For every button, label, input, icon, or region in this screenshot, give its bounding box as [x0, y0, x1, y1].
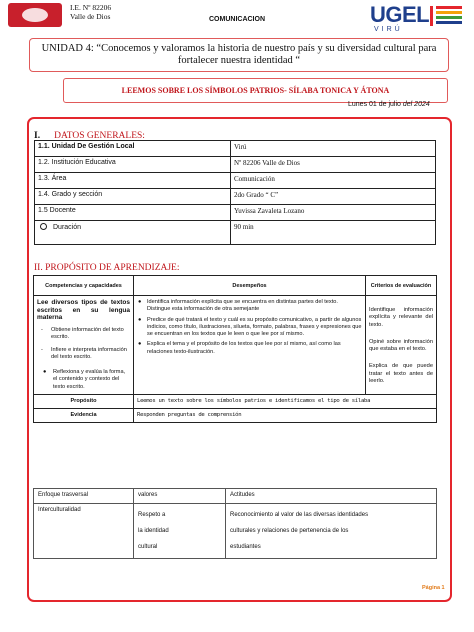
purpose-label: Propósito: [34, 395, 134, 409]
header-enfoque: Enfoque trasversal: [34, 489, 134, 504]
capacity-item: [41, 347, 130, 362]
competencies-cell: [34, 296, 134, 395]
row-value: Yuvissa Zavaleta Lozano: [231, 205, 436, 221]
row-value: Comunicación: [231, 173, 436, 189]
school-name: [70, 3, 111, 21]
header-actitudes: Actitudes: [226, 489, 437, 504]
purpose-table: [33, 275, 437, 423]
item-marker: ●: [43, 368, 47, 375]
capacity-text: Obtiene información del texto escrito.: [51, 326, 124, 340]
header-competencies: Competencias y capacidades: [34, 276, 134, 296]
enfoque-value: Interculturalidad: [34, 504, 134, 559]
item-marker: -: [41, 346, 43, 353]
performance-item: [137, 341, 362, 356]
header-performances: Desempeños: [134, 276, 366, 296]
capacity-text: Reflexiona y evalúa la forma, el contenido y contexto del texto escrito.: [53, 368, 126, 390]
row-value: Virú: [231, 141, 436, 157]
table-row: [35, 141, 436, 157]
performances-cell: [134, 296, 366, 395]
bullet-icon: ●: [138, 341, 142, 348]
ugel-stripe: [436, 6, 462, 9]
evidence-value: Responden preguntas de comprensión: [134, 409, 437, 423]
criterion-text: Explica de que puede tratar el texto antes de leerlo.: [369, 363, 433, 385]
actitudes-cell: [226, 504, 437, 559]
valores-cell: [134, 504, 226, 559]
row-label: 1.5 Docente: [35, 205, 231, 221]
criterion-text: Identifique información explícita y relevante del texto.: [369, 307, 433, 328]
doc-title: COMUNICACION: [209, 16, 265, 23]
row-label: 1.2. Institución Educativa: [35, 157, 231, 173]
item-marker: -: [41, 326, 43, 333]
table-row: [34, 409, 437, 423]
ugel-stripes: [436, 6, 462, 26]
row-label: 1.4. Grado y sección: [35, 189, 231, 205]
header-criteria: Criterios de evaluación: [366, 276, 437, 296]
criterion-text: Opiné sobre información que estaba en el texto.: [369, 338, 433, 353]
table-row: [34, 395, 437, 409]
valores-line: Respeto a: [138, 512, 166, 518]
capacity-text: Infiere e interpreta información del texto escrito.: [51, 346, 127, 360]
table-header-row: [34, 276, 437, 296]
table-row: [35, 189, 436, 205]
unit-title: UNIDAD 4: “Conocemos y valoramos la historia de nuestro país y su diversidad cultural para fortalecer nuestra identidad “: [29, 38, 449, 72]
bullet-icon: ●: [138, 299, 142, 305]
ugel-stripe: [436, 21, 462, 24]
ugel-divider: [430, 6, 433, 26]
ugel-logo-sub: VIRÚ: [374, 26, 403, 33]
actitudes-line: estudiantes: [230, 544, 261, 550]
school-number: I.E. Nº 82206: [70, 3, 112, 12]
header-valores: valores: [134, 489, 226, 504]
row-value: Nº 82206 Valle de Dios: [231, 157, 436, 173]
table-row: [35, 157, 436, 173]
section-number: I.: [34, 131, 41, 141]
date-year: del 2024: [402, 101, 430, 108]
clock-icon: [40, 223, 47, 230]
table-row: [35, 173, 436, 189]
table-row: [34, 296, 437, 395]
ugel-stripe: [436, 16, 462, 19]
performance-item: [137, 299, 362, 314]
valores-line: cultural: [138, 544, 158, 550]
row-value: 2do Grado “ C”: [231, 189, 436, 205]
page-number: Página 1: [422, 585, 445, 591]
capacity-item: [43, 369, 130, 392]
row-value: 90 min: [231, 221, 436, 245]
row-label: [35, 221, 231, 245]
performance-text: Predice de qué tratará el texto y cuál es su propósito comunicativo, a partir de algunos indicios, como título, ilustraciones, silueta, formato, palabras, frases y expresiones que se encuentran en los textos que le leen o que lee por sí mismo.: [147, 316, 362, 338]
performance-text: Identifica información explícita que se encuentra en distintas partes del texto. Distingue esta información de otra semejante: [147, 299, 338, 313]
date-main: Lunes 01 de julio: [348, 101, 401, 108]
table-row: [35, 221, 436, 245]
actitudes-line: Reconocimiento al valor de las diversas identidades: [230, 512, 369, 518]
bullet-icon: ●: [138, 316, 142, 323]
table-header-row: [34, 489, 437, 504]
competence-text: Lee diversos tipos de textos escritos en su lengua materna: [37, 299, 130, 321]
table-row: [35, 205, 436, 221]
capacity-item: [41, 327, 130, 342]
evidence-label: Evidencia: [34, 409, 134, 423]
ugel-logo-text: UGEL: [370, 2, 430, 27]
section-purpose-title: II. PROPÓSITO DE APRENDIZAJE:: [34, 263, 180, 273]
lesson-title: LEEMOS SOBRE LOS SÍMBOLOS PATRIOS- SÍLABA TONICA Y ÁTONA: [63, 78, 448, 103]
enfoque-table: [33, 488, 437, 559]
school-place: Valle de Dios: [70, 12, 111, 21]
row-label: 1.3. Área: [35, 173, 231, 189]
school-logo: [8, 3, 62, 27]
criteria-cell: [366, 296, 437, 395]
performance-item: [137, 317, 362, 339]
section-general-label: DATOS GENERALES:: [54, 131, 145, 141]
actitudes-line: culturales y relaciones de pertenencia de los: [230, 528, 349, 534]
general-data-table: [34, 140, 436, 245]
purpose-value: Leemos un texto sobre los símbolos patrios e identificamos el tipo de sílaba: [134, 395, 437, 409]
row-label: 1.1. Unidad De Gestión Local: [35, 141, 231, 157]
valores-line: la identidad: [138, 528, 169, 534]
ugel-logo: [370, 2, 470, 38]
performance-text: Explica el tema y el propósito de los textos que lee por sí mismo, así como las relaciones texto-ilustración.: [147, 341, 341, 355]
duration-label: Duración: [53, 224, 82, 231]
session-date: [348, 101, 430, 108]
ugel-stripe: [436, 11, 462, 14]
table-row: [34, 504, 437, 559]
